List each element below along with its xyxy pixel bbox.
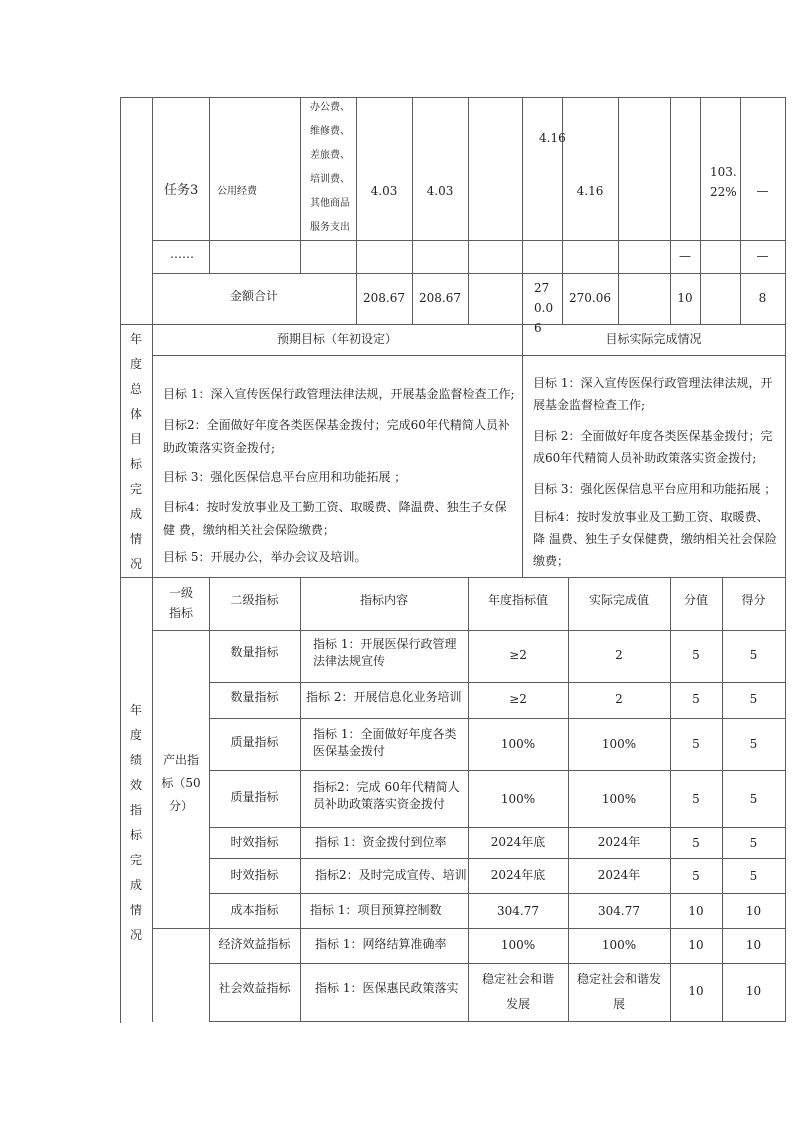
row-actual: 304.77 — [598, 904, 640, 918]
header-got: 得分 — [741, 593, 766, 607]
row-actual: 2 — [615, 648, 623, 662]
row-actual: 2 — [615, 692, 623, 706]
row-level2: 数量指标 — [230, 645, 279, 659]
row-got: 10 — [745, 904, 762, 918]
row-content: 指标2：完成 60年代精简人员补助政策落实资金拨付 — [313, 780, 460, 811]
cell-value: 4.16 — [576, 184, 604, 198]
goals-header-left: 预期目标（年初设定） — [276, 332, 397, 346]
row-actual: 100% — [601, 792, 637, 806]
row-got: 5 — [749, 792, 758, 806]
row-target: ≥2 — [509, 692, 527, 706]
cell-value: 4.03 — [370, 184, 398, 198]
goal-right: 目标 2：全面做好年度各类医保基金拨付；完成60年代精简人员补助政策落实资金拨付; — [533, 429, 773, 465]
task-item: 办公费、 — [310, 102, 350, 113]
header-content: 指标内容 — [359, 593, 408, 607]
dash-value: — — [679, 249, 691, 263]
header-level2: 二级指标 — [230, 593, 279, 607]
header-level1: 一级指标 — [168, 586, 193, 620]
task-item: 差旅费、 — [310, 150, 350, 161]
total-value: 8 — [758, 291, 767, 305]
task-label: 任务3 — [164, 183, 199, 198]
task-item: 培训费、 — [310, 174, 350, 185]
row-actual: 2024年 — [597, 868, 641, 882]
total-value: 270.06 — [569, 291, 611, 305]
performance-side-label: 年度绩效指标完成情况 — [129, 703, 142, 942]
row-level2: 质量指标 — [230, 790, 279, 804]
goal-right: 目标 3：强化医保信息平台应用和功能拓展 ； — [533, 482, 777, 496]
row-got: 10 — [745, 984, 762, 998]
row-content: 指标2：及时完成宣传、培训 — [315, 868, 467, 882]
row-got: 5 — [749, 648, 758, 662]
total-value: 270.06 — [534, 281, 554, 335]
row-content: 指标 1：资金拨付到位率 — [315, 835, 447, 849]
row-level2: 质量指标 — [230, 735, 279, 749]
row-content: 指标 1：医保惠民政策落实 — [315, 981, 459, 995]
row-target: 2024年底 — [490, 835, 546, 849]
total-value: 208.67 — [419, 291, 461, 305]
row-target: 稳定社会和谐发展 — [481, 972, 554, 1011]
goal-left: 目标 5：开展办公，举办会议及培训。 — [163, 550, 367, 564]
row-target: 100% — [500, 737, 536, 751]
row-score: 10 — [688, 904, 704, 918]
header-target: 年度指标值 — [487, 593, 548, 607]
row-got: 5 — [749, 836, 758, 850]
row-score: 10 — [688, 984, 704, 998]
row-got: 5 — [749, 737, 758, 751]
header-score: 分值 — [683, 593, 708, 607]
cell-value: 4.03 — [426, 184, 454, 198]
goal-right: 目标 1：深入宣传医保行政管理法律法规，开展基金监督检查工作; — [533, 376, 773, 412]
row-level2: 成本指标 — [230, 903, 279, 917]
task-name: 公用经费 — [217, 186, 257, 197]
task-item: 服务支出 — [310, 222, 350, 233]
goals-header-right: 目标实际完成情况 — [605, 332, 702, 346]
goal-left: 目标2：全面做好年度各类医保基金拨付；完成60年代精简人员补 助政策落实资金拨付; — [163, 418, 510, 455]
row-target: 100% — [500, 792, 536, 806]
row-target: 100% — [500, 938, 536, 952]
goal-right: 目标4：按时发放事业及工勤工资、取暖费、降 温费、独生子女保健费，缴纳相关社会保险缴费； — [533, 510, 777, 568]
row-score: 5 — [692, 648, 700, 662]
row-content: 指标 1：网络结算准确率 — [315, 937, 447, 951]
total-value: 10 — [677, 291, 693, 305]
row-score: 5 — [692, 737, 700, 751]
task-item: 维修费、 — [310, 126, 350, 137]
row-score: 5 — [692, 792, 700, 806]
row-score: 10 — [688, 938, 704, 952]
header-actual: 实际完成值 — [588, 593, 649, 607]
row-target: ≥2 — [509, 648, 527, 662]
row-got: 5 — [749, 869, 758, 883]
row-level2: 时效指标 — [230, 835, 279, 849]
total-value: 208.67 — [363, 291, 405, 305]
ellipsis: …… — [170, 247, 194, 261]
row-content: 指标 1：全面做好年度各类医保基金拨付 — [313, 727, 457, 758]
row-level2: 经济效益指标 — [218, 937, 291, 951]
rate-value: 103.22% — [710, 165, 737, 199]
row-content: 指标 2：开展信息化业务培训 — [306, 690, 462, 704]
row-score: 5 — [692, 869, 700, 883]
row-level2: 社会效益指标 — [218, 981, 291, 995]
row-score: 5 — [692, 836, 700, 850]
row-content: 指标 1：开展医保行政管理法律法规宣传 — [313, 637, 457, 668]
goal-left: 目标 3：强化医保信息平台应用和功能拓展 ； — [163, 470, 407, 484]
dash-value: — — [756, 249, 769, 263]
row-level2: 时效指标 — [230, 868, 279, 882]
row-actual: 100% — [601, 938, 637, 952]
total-label: 金额合计 — [229, 289, 278, 303]
row-actual: 100% — [601, 737, 637, 751]
row-content: 指标 1：项目预算控制数 — [310, 903, 442, 917]
category-output: 产出指标（50分） — [161, 753, 201, 813]
goal-left: 目标 1：深入宣传医保行政管理法律法规，开展基金监督检查工作; — [163, 387, 515, 401]
row-actual: 稳定社会和谐发展 — [576, 972, 661, 1011]
task-item: 其他商品 — [310, 198, 350, 209]
row-got: 5 — [749, 692, 758, 706]
row-level2: 数量指标 — [230, 690, 279, 704]
row-score: 5 — [692, 692, 700, 706]
goals-side-label: 年度总体目标完成情况 — [129, 332, 142, 571]
cell-value: 4.16 — [539, 131, 566, 145]
row-target: 304.77 — [497, 904, 539, 918]
row-target: 2024年底 — [490, 868, 546, 882]
dash-value: — — [756, 184, 769, 198]
row-got: 10 — [745, 938, 762, 952]
row-actual: 2024年 — [597, 835, 641, 849]
goal-left: 目标4：按时发放事业及工勤工资、取暖费、降温费、独生子女保健 费，缴纳相关社会保险缴费； — [163, 500, 507, 537]
